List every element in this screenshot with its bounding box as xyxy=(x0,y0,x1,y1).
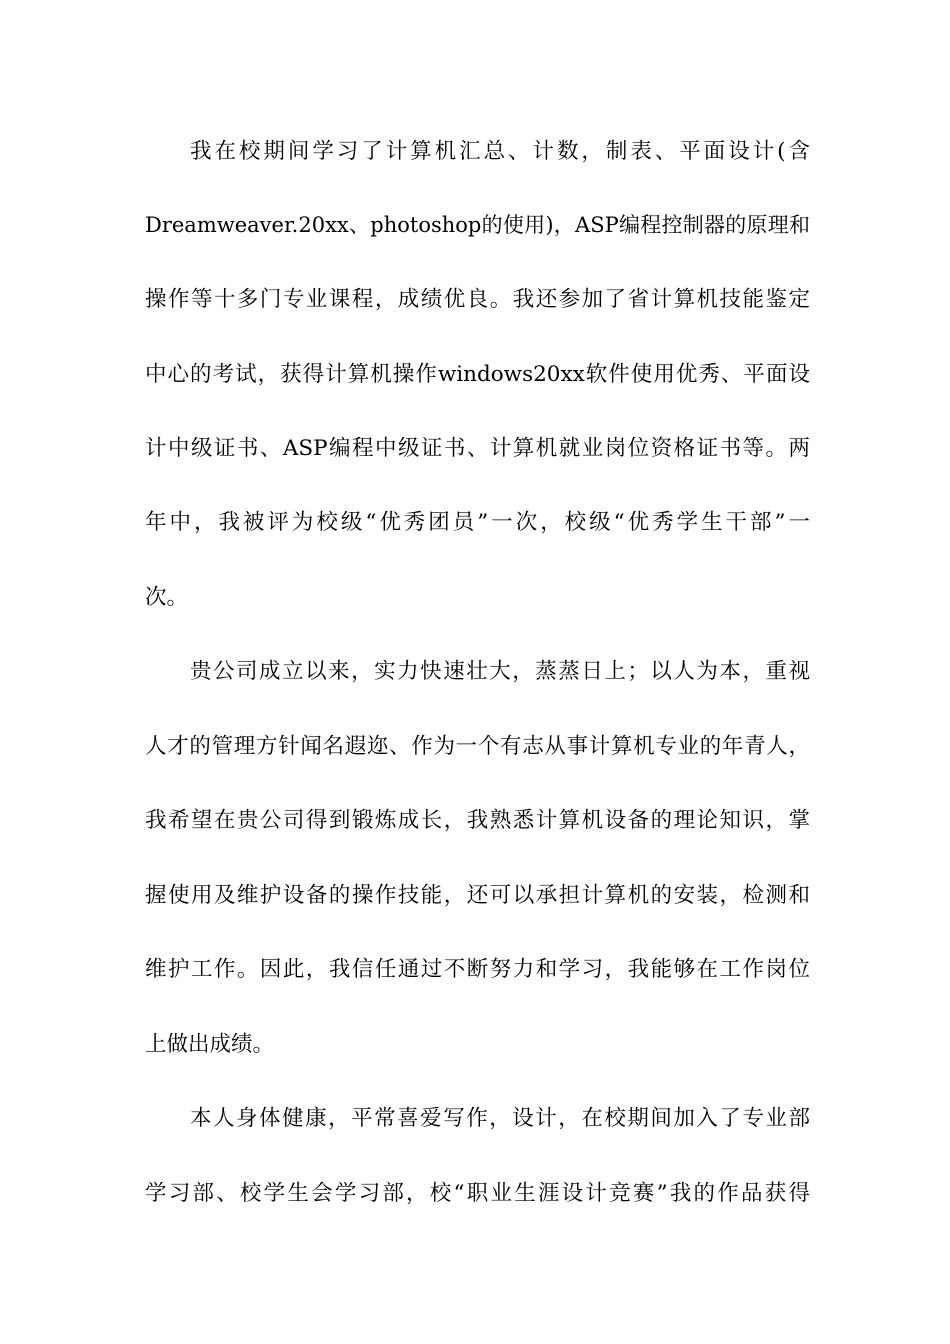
paragraph-3-line-2: 学习部、校学生会学习部，校“职业生涯设计竞赛”我的作品获得 xyxy=(145,1181,810,1206)
paragraph-2-line-4: 握使用及维护设备的操作技能，还可以承担计算机的安装，检测和 xyxy=(145,883,810,908)
paragraph-1-line-3: 操作等十多门专业课程，成绩优良。我还参加了省计算机技能鉴定 xyxy=(145,287,810,312)
paragraph-2-line-6: 上做出成绩。 xyxy=(145,1032,275,1057)
paragraph-1-line-5: 计中级证书、ASP编程中级证书、计算机就业岗位资格证书等。两 xyxy=(145,436,810,461)
paragraph-1-line-4: 中心的考试，获得计算机操作windows20xx软件使用优秀、平面设 xyxy=(145,362,810,387)
paragraph-2-line-3: 我希望在贵公司得到锻炼成长，我熟悉计算机设备的理论知识，掌 xyxy=(145,808,810,833)
paragraph-2-line-5: 维护工作。因此，我信任通过不断努力和学习，我能够在工作岗位 xyxy=(145,957,810,982)
paragraph-1-line-6: 年中，我被评为校级“优秀团员”一次，校级“优秀学生干部”一 xyxy=(145,510,810,535)
paragraph-2-line-1: 贵公司成立以来，实力快速壮大，蒸蒸日上；以人为本，重视 xyxy=(190,659,810,684)
paragraph-1-line-1: 我在校期间学习了计算机汇总、计数，制表、平面设计(含 xyxy=(190,139,810,164)
paragraph-1-line-2: Dreamweaver.20xx、photoshop的使用)，ASP编程控制器的原理和 xyxy=(145,213,810,237)
paragraph-2-line-2: 人才的管理方针闻名遐迩、作为一个有志从事计算机专业的年青人， xyxy=(145,734,810,759)
paragraph-1-line-7: 次。 xyxy=(145,585,189,610)
paragraph-3-line-1: 本人身体健康，平常喜爱写作，设计，在校期间加入了专业部 xyxy=(190,1106,810,1131)
